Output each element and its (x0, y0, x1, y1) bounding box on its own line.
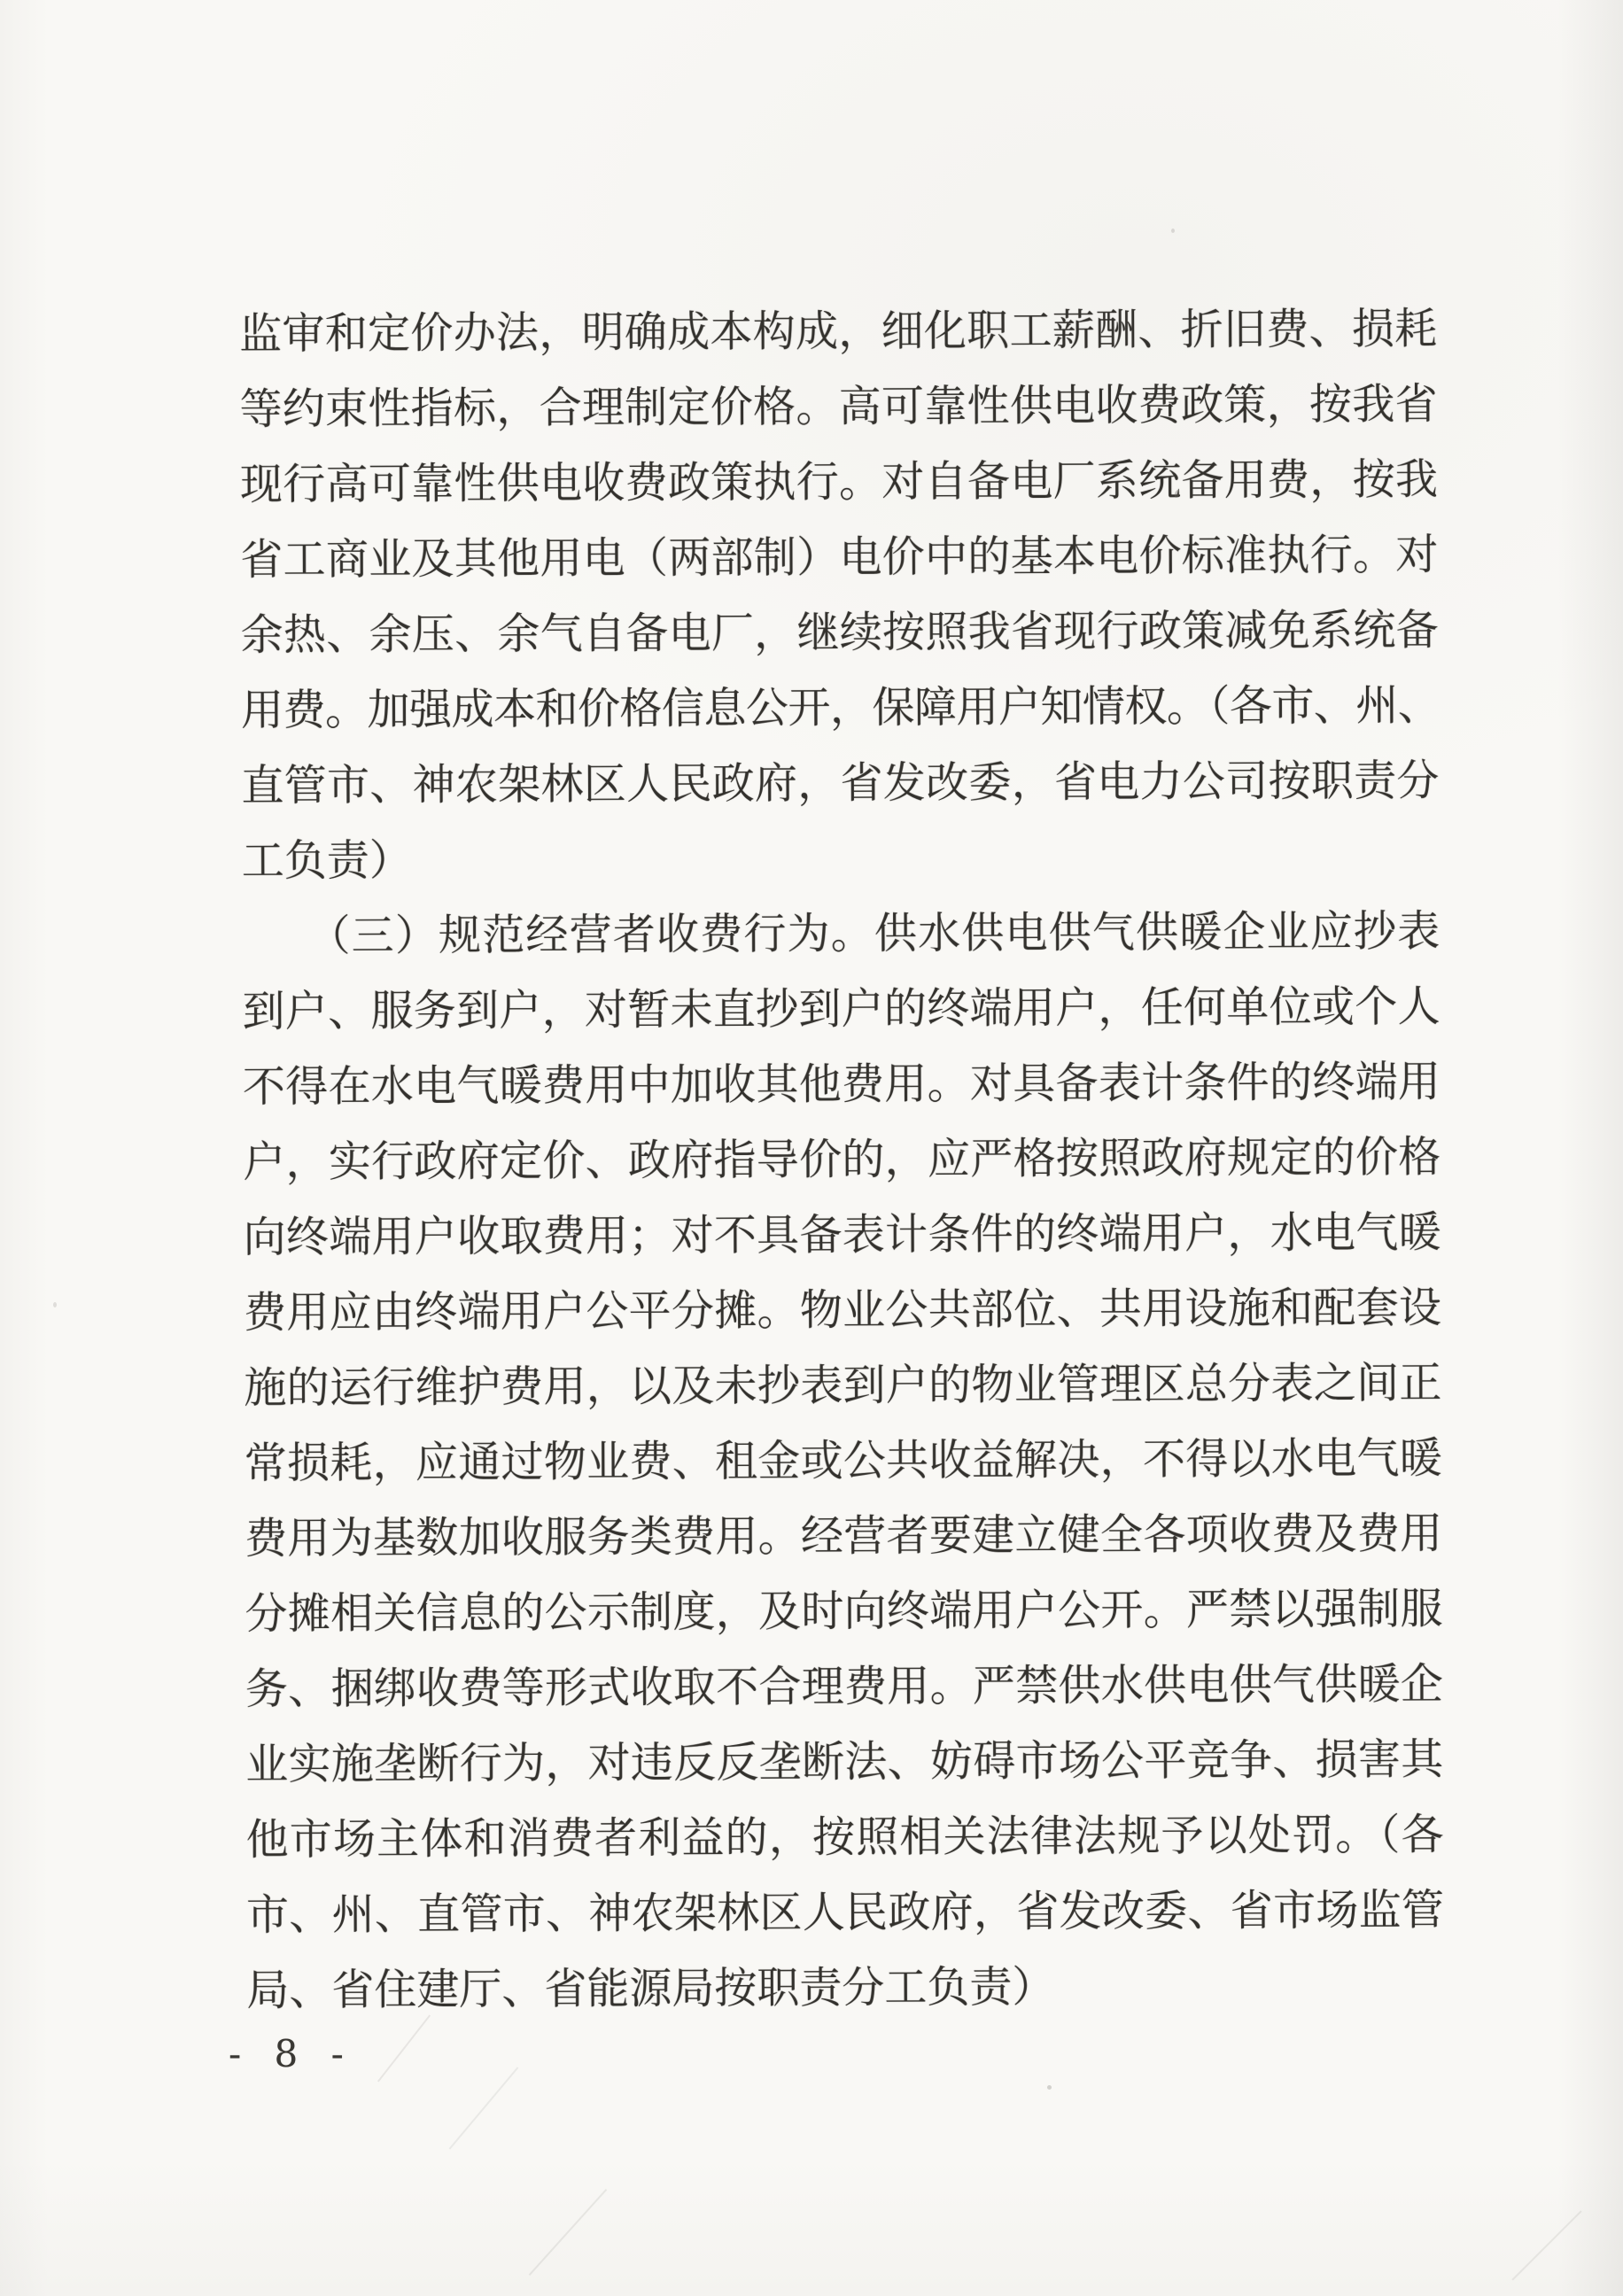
page-number: - 8 - (229, 2032, 354, 2075)
text-line-11: 不得在水电气暖费用中加收其他费用。对具备表计条件的终端用 (242, 1057, 1441, 1112)
text-line-2: 等约束性指标，合理制定价格。高可靠性供电收费政策，按我省 (239, 379, 1438, 434)
text-line-14: 费用应由终端用户公平分摊。物业公共部位、共用设施和配套设 (243, 1283, 1442, 1338)
text-line-9: （三）规范经营者收费行为。供水供电供气供暖企业应抄表 (242, 906, 1441, 961)
scan-speckle (1171, 229, 1175, 233)
text-line-6: 用费。加强成本和价格信息公开，保障用户知情权。（各市、州、 (240, 680, 1440, 735)
text-line-21: 他市场主体和消费者利益的，按照相关法律法规予以处罚。（各 (245, 1810, 1444, 1865)
text-line-15: 施的运行维护费用，以及未抄表到户的物业管理区总分表之间正 (244, 1358, 1442, 1413)
text-line-16: 常损耗，应通过物业费、租金或公共收益解决，不得以水电气暖 (244, 1433, 1442, 1488)
text-line-1: 监审和定价办法，明确成本构成，细化职工薪酬、折旧费、损耗 (239, 304, 1438, 359)
text-line-8: 工负责） (241, 835, 412, 886)
scan-streak (1511, 2210, 1581, 2280)
document-body (239, 291, 1445, 2028)
text-line-20: 业实施垄断行为，对违反反垄断法、妨碍市场公平竞争、损害其 (245, 1734, 1444, 1789)
text-line-22: 市、州、直管市、神农架林区人民政府，省发改委、省市场监管 (245, 1885, 1445, 1940)
text-line-13: 向终端用户收取费用；对不具备表计条件的终端用户，水电气暖 (243, 1207, 1441, 1262)
text-line-19: 务、捆绑收费等形式收取不合理费用。严禁供水供电供气供暖企 (245, 1659, 1443, 1714)
text-line-18: 分摊相关信息的公示制度，及时向终端用户公开。严禁以强制服 (245, 1584, 1443, 1639)
scan-streak (449, 2067, 519, 2149)
text-line-7: 直管市、神农架林区人民政府，省发改委，省电力公司按职责分 (241, 756, 1440, 811)
text-line-10: 到户、服务到户，对暂未直抄到户的终端用户，任何单位或个人 (242, 981, 1441, 1036)
text-line-3: 现行高可靠性供电收费政策执行。对自备电厂系统备用费，按我 (239, 454, 1439, 509)
text-line-23: 局、省住建厅、省能源局按职责分工负责） (246, 1961, 1055, 2015)
text-line-17: 费用为基数加收服务类费用。经营者要建立健全各项收费及费用 (245, 1509, 1443, 1563)
scan-speckle (1047, 2085, 1052, 2090)
scan-streak (529, 2189, 607, 2276)
text-line-4: 省工商业及其他用电（两部制）电价中的基本电价标准执行。对 (240, 530, 1439, 585)
text-line-5: 余热、余压、余气自备电厂，继续按照我省现行政策减免系统备 (240, 605, 1439, 660)
scan-speckle (53, 1302, 57, 1307)
text-line-12: 户，实行政府定价、政府指导价的，应严格按照政府规定的价格 (243, 1132, 1441, 1187)
